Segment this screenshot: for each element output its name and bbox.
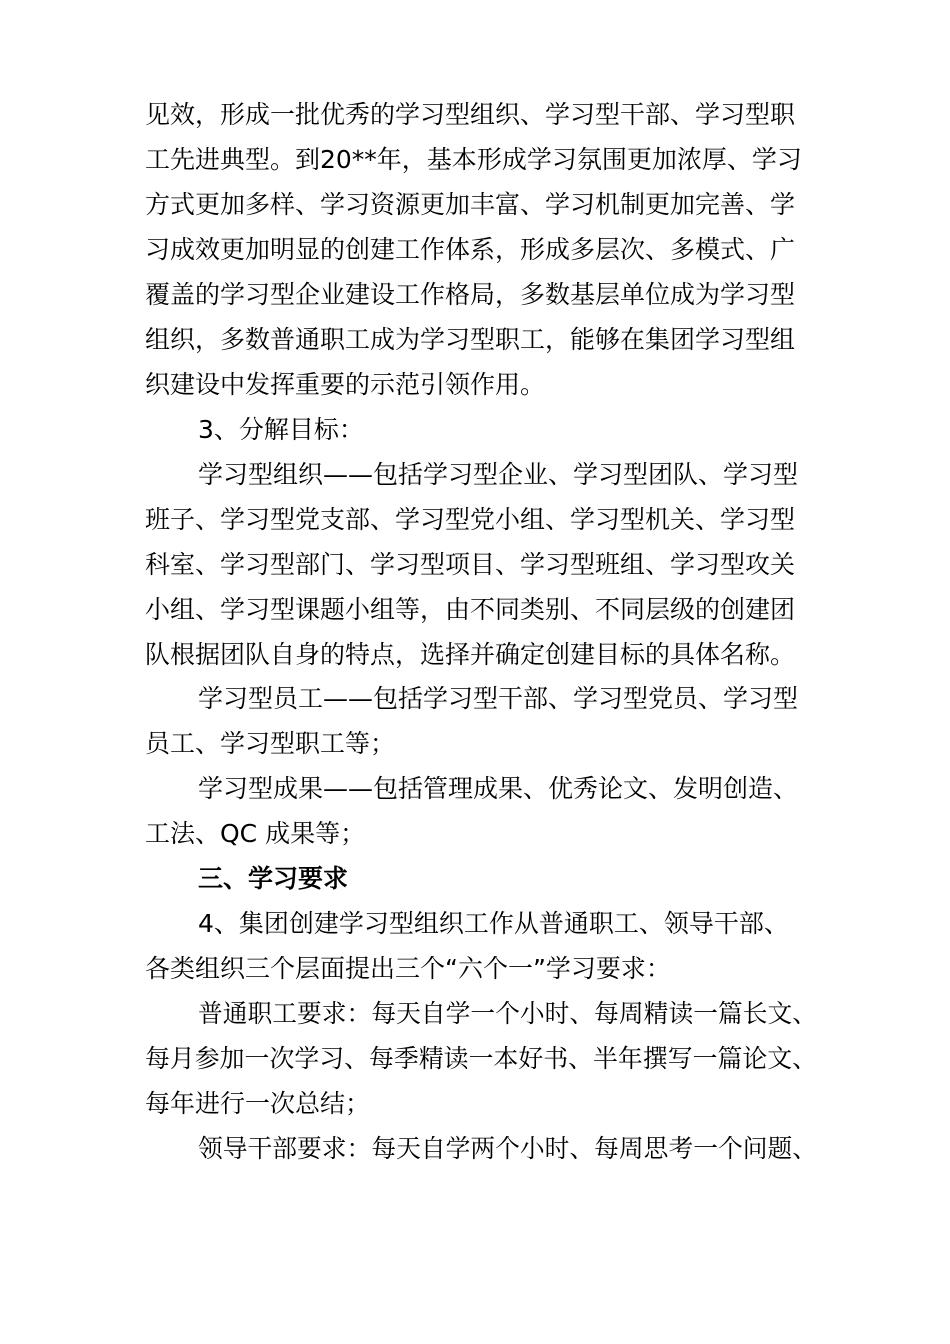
- text-line: 工先进典型。到20**年，基本形成学习氛围更加浓厚、学习: [145, 145, 802, 174]
- text-line: 组织，多数普通职工成为学习型职工，能够在集团学习型组: [145, 325, 796, 354]
- text-line: 学习型组织——包括学习型企业、学习型团队、学习型: [198, 460, 799, 489]
- section-item-heading: 3、分解目标：: [198, 415, 364, 444]
- text-line: 覆盖的学习型企业建设工作格局，多数基层单位成为学习型: [145, 280, 796, 309]
- text-line: 方式更加多样、学习资源更加丰富、学习机制更加完善、学: [145, 190, 796, 219]
- text-line: 领导干部要求：每天自学两个小时、每周思考一个问题、: [198, 1134, 818, 1163]
- text-line: 小组、学习型课题小组等，由不同类别、不同层级的创建团: [145, 595, 796, 624]
- text-line: 学习型成果——包括管理成果、优秀论文、发明创造、: [198, 774, 799, 803]
- text-line: 普通职工要求：每天自学一个小时、每周精读一篇长文、: [198, 999, 818, 1028]
- text-line: 见效，形成一批优秀的学习型组织、学习型干部、学习型职: [145, 100, 796, 129]
- text-line: 每月参加一次学习、每季精读一本好书、半年撰写一篇论文、: [145, 1044, 818, 1073]
- text-line: 4、集团创建学习型组织工作从普通职工、领导干部、: [198, 909, 789, 938]
- text-line: 习成效更加明显的创建工作体系，形成多层次、多模式、广: [145, 235, 796, 264]
- text-line: 工法、QC 成果等；: [145, 819, 366, 848]
- text-line: 班子、学习型党支部、学习型党小组、学习型机关、学习型: [145, 505, 796, 534]
- text-line: 每年进行一次总结；: [145, 1089, 371, 1118]
- text-line: 织建设中发挥重要的示范引领作用。: [145, 370, 546, 399]
- text-line: 员工、学习型职工等；: [145, 729, 396, 758]
- text-line: 科室、学习型部门、学习型项目、学习型班组、学习型攻关: [145, 550, 796, 579]
- text-line: 各类组织三个层面提出三个“六个一”学习要求：: [145, 954, 671, 983]
- text-line: 队根据团队自身的特点，选择并确定创建目标的具体名称。: [145, 640, 796, 669]
- section-heading: 三、学习要求: [198, 864, 349, 893]
- text-line: 学习型员工——包括学习型干部、学习型党员、学习型: [198, 684, 799, 713]
